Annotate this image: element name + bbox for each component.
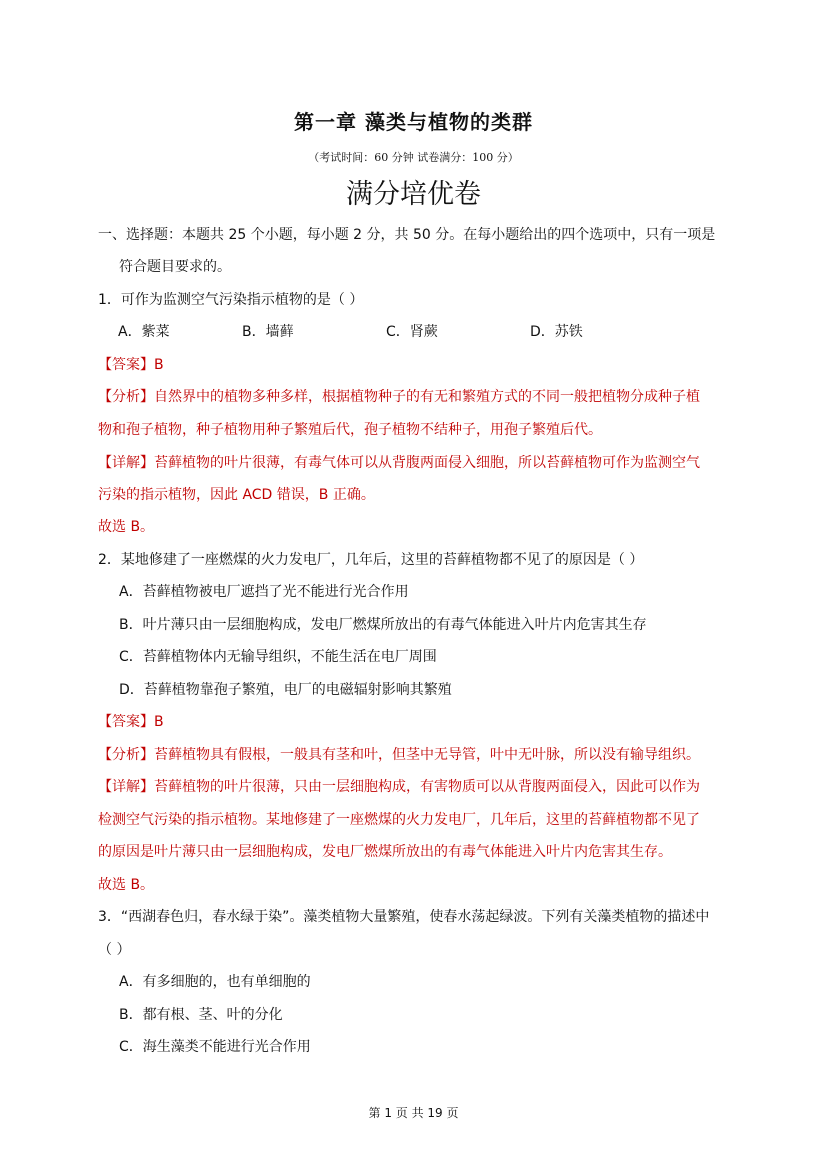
question-2-option-b: B．叶片薄只由一层细胞构成，发电厂燃煤所放出的有毒气体能进入叶片内危害其生存	[119, 617, 647, 633]
question-2-choice: 故选 B。	[98, 877, 155, 893]
question-2-detail-line-1: 【详解】苔藓植物的叶片很薄，只由一层细胞构成，有害物质可以从背腹两面侵入，因此可以作为	[98, 779, 700, 795]
question-1-choice: 故选 B。	[98, 519, 155, 535]
question-2-stem: 2．某地修建了一座燃煤的火力发电厂，几年后，这里的苔藓植物都不见了的原因是（ ）	[98, 552, 644, 568]
question-3-stem-line-2: （ ）	[98, 942, 131, 958]
question-3-option-a: A．有多细胞的，也有单细胞的	[119, 974, 311, 990]
question-3-option-c: C．海生藻类不能进行光合作用	[119, 1039, 311, 1055]
question-1-answer: 【答案】B	[98, 357, 164, 373]
question-3-stem-line-1: 3．“西湖春色归，春水绿于染”。藻类植物大量繁殖，使春水荡起绿波。下列有关藻类植物的描述中	[98, 909, 710, 925]
question-2-option-a: A．苔藓植物被电厂遮挡了光不能进行光合作用	[119, 584, 409, 600]
question-1-option-c: C．肾蕨	[386, 324, 438, 340]
question-2-option-d: D．苔藓植物靠孢子繁殖，电厂的电磁辐射影响其繁殖	[119, 682, 452, 698]
section-instruction-line-2: 符合题目要求的。	[119, 259, 231, 275]
exam-info: （考试时间：60 分钟 试卷满分：100 分）	[308, 151, 519, 164]
question-3-option-b: B．都有根、茎、叶的分化	[119, 1007, 283, 1023]
question-1-option-d: D．苏铁	[530, 324, 583, 340]
question-1-analysis-line-2: 物和孢子植物，种子植物用种子繁殖后代，孢子植物不结种子，用孢子繁殖后代。	[98, 422, 602, 438]
question-1-detail-line-2: 污染的指示植物，因此 ACD 错误，B 正确。	[98, 487, 375, 503]
question-1-detail-line-1: 【详解】苔藓植物的叶片很薄，有毒气体可以从背腹两面侵入细胞，所以苔藓植物可作为监测空气	[98, 455, 700, 471]
question-1-option-b: B．墙藓	[242, 324, 294, 340]
page-footer: 第 1 页 共 19 页	[368, 1106, 459, 1120]
question-2-answer: 【答案】B	[98, 714, 164, 730]
question-2-option-c: C．苔藓植物体内无输导组织，不能生活在电厂周围	[119, 649, 437, 665]
question-1-analysis-line-1: 【分析】自然界中的植物多种多样，根据植物种子的有无和繁殖方式的不同一般把植物分成种子植	[98, 389, 700, 405]
question-1-option-a: A．紫菜	[118, 324, 170, 340]
question-2-detail-line-3: 的原因是叶片薄只由一层细胞构成，发电厂燃煤所放出的有毒气体能进入叶片内危害其生存。	[98, 844, 672, 860]
section-instruction-line-1: 一、选择题：本题共 25 个小题，每小题 2 分，共 50 分。在每小题给出的四个选项中，只有一项是	[98, 227, 716, 243]
question-2-analysis: 【分析】苔藓植物具有假根，一般具有茎和叶，但茎中无导管，叶中无叶脉，所以没有输导组织。	[98, 747, 700, 763]
paper-type-heading: 满分培优卷	[346, 179, 481, 210]
question-1-stem: 1．可作为监测空气污染指示植物的是（ ）	[98, 292, 364, 308]
page-title: 第一章 藻类与植物的类群	[294, 110, 533, 134]
question-2-detail-line-2: 检测空气污染的指示植物。某地修建了一座燃煤的火力发电厂，几年后，这里的苔藓植物都不见了	[98, 812, 700, 828]
question-1-options	[118, 323, 738, 341]
